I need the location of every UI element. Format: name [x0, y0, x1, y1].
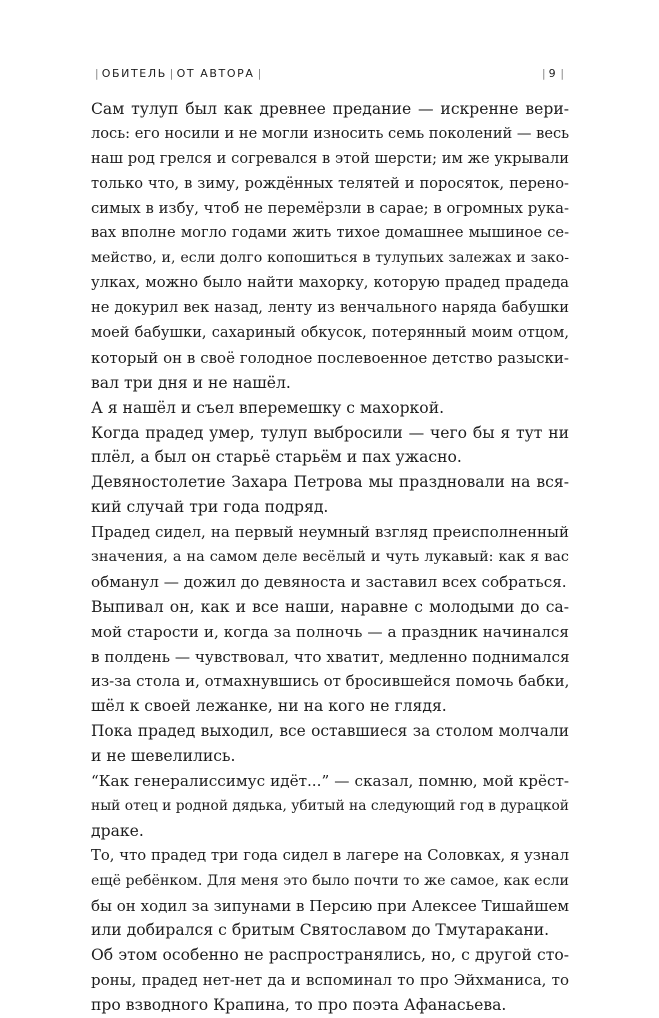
text-line: мой старости и, когда за полночь — а праздник начинался [91, 622, 569, 641]
text-line: из-за стола и, отмахнувшись от бросившейся помочь бабки, [91, 672, 570, 691]
paragraph [91, 97, 569, 396]
running-header [92, 65, 567, 87]
text-line: Об этом особенно не распространялись, но, с другой сто- [91, 946, 569, 965]
text-line: или добирался с бритым Святославом до Тмутаракани. [91, 921, 550, 940]
body-text [91, 97, 569, 1018]
text-line: вах вполне могло годами жить тихое домашнее мышиное се- [91, 224, 569, 242]
text-line: значения, а на самом деле весёлый и чуть лукавый: как я вас [91, 549, 569, 566]
header-left [92, 67, 264, 80]
text-line: который он в своё голодное послевоенное детство разыски- [91, 348, 569, 367]
text-line: и не шевелились. [91, 747, 236, 766]
paragraph [91, 470, 569, 520]
paragraph [91, 520, 569, 595]
text-line: про взводного Крапина, то про поэта Афанасьева. [91, 996, 507, 1015]
text-line: лось: его носили и не могли износить семь поколений — весь [91, 124, 570, 142]
text-line: симых в избу, чтоб не перемёрзли в сарае; в огромных рука- [91, 199, 569, 217]
paragraph [91, 396, 569, 421]
paragraph [91, 719, 569, 769]
text-line: бы он ходил за зипунами в Персию при Алексее Тишайшем [91, 896, 569, 915]
header-right [539, 67, 567, 80]
text-line: роны, прадед нет-нет да и вспоминал то про Эйхманиса, то [91, 971, 569, 990]
text-line: драке. [91, 821, 144, 840]
header-separator: | [169, 67, 174, 80]
header-separator: | [95, 67, 99, 80]
text-line: кий случай три года подряд. [91, 498, 329, 517]
text-line: Прадед сидел, на первый неумный взгляд преисполненный [91, 523, 569, 542]
paragraph [91, 421, 569, 471]
text-line: “Как генералиссимус идёт...” — сказал, помню, мой крёст- [91, 772, 569, 791]
text-line: А я нашёл и съел вперемешку с махоркой. [91, 398, 445, 417]
text-line: ещё ребёнком. Для меня это было почти то же самое, как если [91, 872, 569, 889]
text-line: обманул — дожил до девяноста и заставил всех собраться. [91, 572, 567, 591]
text-line: мейство, и, если долго копошиться в тулупьих залежах и зако- [91, 250, 569, 267]
paragraph [91, 769, 569, 844]
page-number: 9 [548, 67, 558, 80]
text-line: только что, в зиму, рождённых телятей и поросяток, перено- [91, 174, 569, 192]
text-line: То, что прадед три года сидел в лагере на Соловках, я узнал [91, 846, 569, 864]
text-line: ный отец и родной дядька, убитый на следующий год в дурацкой [91, 797, 569, 814]
text-line: моей бабушки, сахариный обкусок, потерянный моим отцом, [91, 324, 569, 342]
text-line: плёл, а был он старьё старьём и пах ужасно. [91, 448, 462, 467]
paragraph [91, 595, 569, 719]
header-separator: | [560, 67, 564, 80]
paragraph [91, 844, 569, 944]
text-line: улках, можно было найти махорку, которую прадед прадеда [91, 274, 569, 292]
text-line: Сам тулуп был как древнее предание — искренне вери- [91, 100, 569, 118]
section-title: ОТ АВТОРА [176, 67, 255, 80]
text-line: Когда прадед умер, тулуп выбросили — чего бы я тут ни [91, 423, 569, 442]
text-line: не докурил век назад, ленту из венчального наряда бабушки [91, 299, 569, 317]
header-separator: | [257, 67, 262, 80]
text-line: Девяностолетие Захара Петрова мы праздновали на вся- [91, 473, 569, 492]
text-line: Пока прадед выходил, все оставшиеся за столом молчали [91, 722, 569, 741]
text-line: Выпивал он, как и все наши, наравне с молодыми до са- [91, 597, 569, 616]
book-title: ОБИТЕЛЬ [101, 67, 167, 80]
text-line: в полдень — чувствовал, что хватит, медленно поднимался [91, 647, 570, 666]
text-line: наш род грелся и согревался в этой шерсти; им же укрывали [91, 149, 569, 167]
text-line: вал три дня и не нашёл. [91, 373, 291, 392]
header-separator: | [541, 67, 546, 80]
text-line: шёл к своей лежанке, ни на кого не глядя. [91, 697, 447, 716]
paragraph [91, 943, 569, 1018]
